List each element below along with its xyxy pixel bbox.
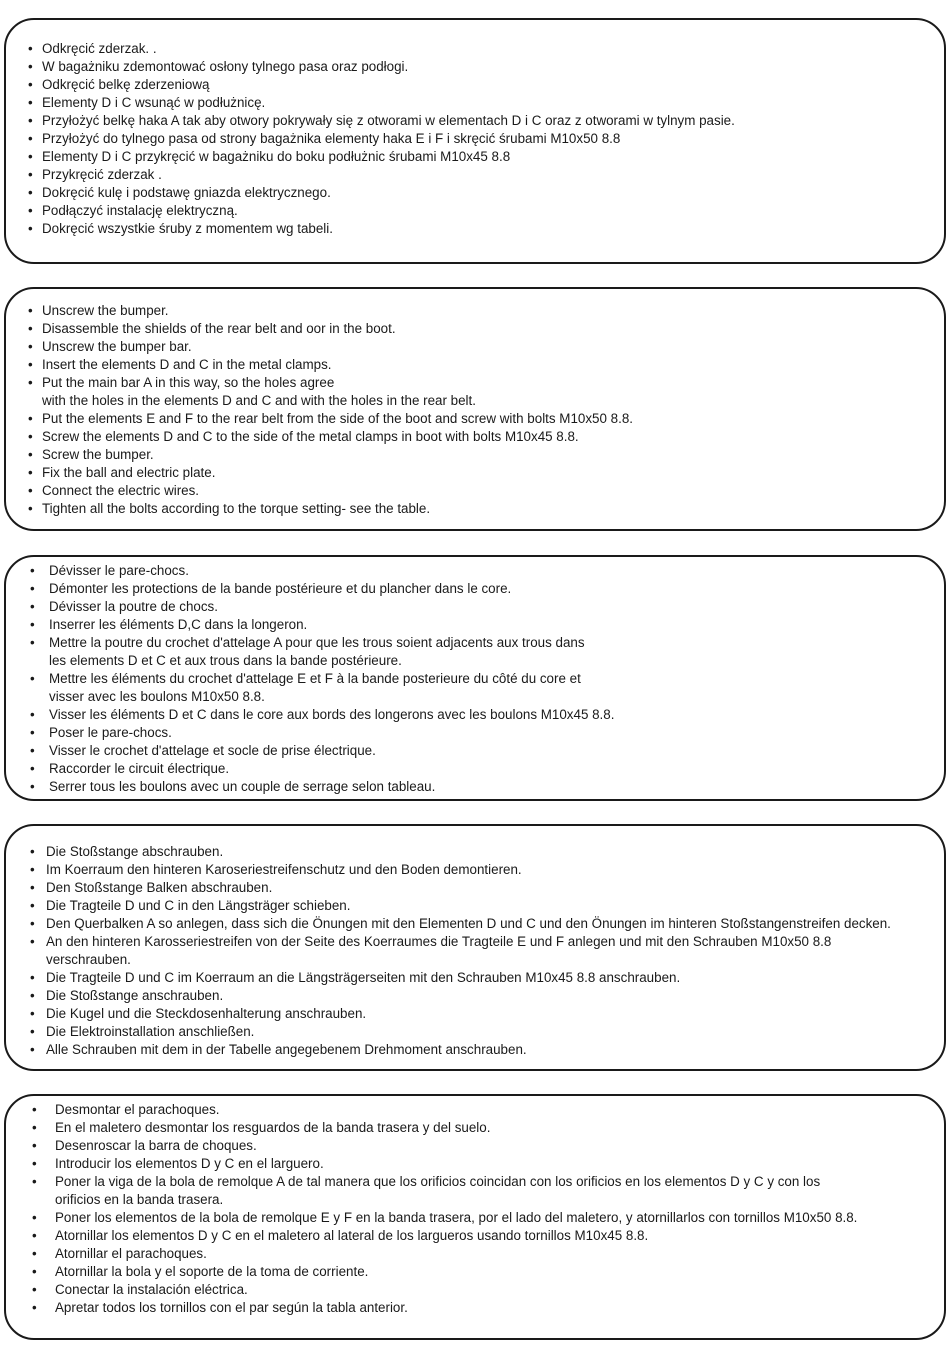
list-item: • Przykręcić zderzak . [28,167,162,182]
list-item: • Odkręcić zderzak. . [28,41,157,56]
bullet-icon: • [30,898,35,913]
list-item: • Die Stoßstange anschrauben. [30,988,224,1003]
bullet-icon: • [32,1156,37,1171]
list-item: • Screw the elements D and C to the side of the metal clamps in boot with bolts M10x45 8.8. [28,429,579,444]
list-item: • Put the elements E and F to the rear belt from the side of the boot and screw with bolts M10x50 8.8. [28,411,633,426]
list-item: • Screw the bumper. [28,447,154,462]
list-item: • Fix the ball and electric plate. [28,465,216,480]
list-item: • Tighten all the bolts according to the torque setting- see the table. [28,501,431,516]
list-item: • Die Stoßstange abschrauben. [30,844,224,859]
bullet-icon: • [30,916,35,931]
list-item: • Poner los elementos de la bola de remolque E y F en la banda trasera, por el lado del maletero, y atornillarlos con tornillos M10x50 8.8. [32,1210,858,1225]
bullet-icon: • [30,617,35,632]
bullet-icon: • [28,357,33,372]
bullet-icon: • [30,880,35,895]
list-item: • Przyłożyć do tylnego pasa od strony bagażnika elementy haka E i F i skręcić śrubami M10x50 8.8 [28,131,621,146]
bullet-icon: • [30,988,35,1003]
instruction-list [6,843,944,1059]
bullet-icon: • [32,1174,37,1189]
list-item: • Visser les éléments D et C dans le core aux bords des longerons avec les boulons M10x45 8.8. [30,707,615,722]
bullet-icon: • [32,1210,37,1225]
list-item: • Desenroscar la barra de choques. [32,1138,257,1153]
instruction-list [6,562,944,796]
bullet-icon: • [28,429,33,444]
bullet-icon: • [32,1138,37,1153]
bullet-icon: • [30,1042,35,1057]
bullet-icon: • [28,483,33,498]
bullet-icon: • [28,167,33,182]
instruction-list [6,302,944,518]
list-item: • Elementy D i C przykręcić w bagażniku do boku podłużnic śrubami M10x45 8.8 [28,149,511,164]
bullet-icon: • [28,113,33,128]
list-item: • Dokręcić wszystkie śruby z momentem wg tabeli. [28,221,333,236]
list-item: • Przyłożyć belkę haka A tak aby otwory pokrywały się z otworami w elementach D i C oraz z otworami w tylnym pasie. [28,113,735,128]
bullet-icon: • [30,635,35,650]
bullet-icon: • [32,1102,37,1117]
list-item: • Die Tragteile D und C in den Längsträger schieben. [30,898,351,913]
list-item: • Démonter les protections de la bande postérieure et du plancher dans le core. [30,581,512,596]
instructions-box-german [4,824,946,1071]
bullet-icon: • [28,465,33,480]
bullet-icon: • [32,1282,37,1297]
list-item: • Visser le crochet d'attelage et socle de prise électrique. [30,743,376,758]
list-item: • Poner la viga de la bola de remolque A de tal manera que los orificios coincidan con los orificios en los elementos D y C y con los orificios en la banda trasera. [32,1174,821,1207]
bullet-icon: • [28,221,33,236]
list-item: • Desmontar el parachoques. [32,1102,220,1117]
list-item: • Atornillar los elementos D y C en el maletero al lateral de los largueros usando tornillos M10x45 8.8. [32,1228,649,1243]
list-item: • Atornillar el parachoques. [32,1246,207,1261]
instructions-box-english [4,287,946,531]
list-item: • Dokręcić kulę i podstawę gniazda elektrycznego. [28,185,331,200]
bullet-icon: • [30,707,35,722]
bullet-icon: • [28,203,33,218]
bullet-icon: • [28,375,33,390]
bullet-icon: • [28,95,33,110]
list-item: • Dévisser la poutre de chocs. [30,599,218,614]
list-item: • Unscrew the bumper bar. [28,339,192,354]
list-item: • Alle Schrauben mit dem in der Tabelle angegebenem Drehmoment anschrauben. [30,1042,527,1057]
bullet-icon: • [30,581,35,596]
list-item: • Insert the elements D and C in the metal clamps. [28,357,332,372]
list-item: • Serrer tous les boulons avec un couple de serrage selon tableau. [30,779,436,794]
bullet-icon: • [30,599,35,614]
bullet-icon: • [30,563,35,578]
list-item: • Atornillar la bola y el soporte de la toma de corriente. [32,1264,369,1279]
list-item: • Elementy D i C wsunąć w podłużnicę. [28,95,266,110]
list-item: • Die Elektroinstallation anschließen. [30,1024,255,1039]
list-item: • En el maletero desmontar los resguardos de la banda trasera y del suelo. [32,1120,491,1135]
bullet-icon: • [28,447,33,462]
bullet-icon: • [30,761,35,776]
list-item: • Raccorder le circuit électrique. [30,761,230,776]
instructions-box-french [4,555,946,801]
instructions-box-spanish [4,1094,946,1340]
bullet-icon: • [28,339,33,354]
instruction-list [6,1101,944,1317]
list-item: • Dévisser le pare-chocs. [30,563,189,578]
list-item: • Unscrew the bumper. [28,303,169,318]
bullet-icon: • [32,1300,37,1315]
list-item: • Inserrer les éléments D,C dans la longeron. [30,617,308,632]
bullet-icon: • [30,970,35,985]
bullet-icon: • [28,321,33,336]
list-item: • Conectar la instalación eléctrica. [32,1282,248,1297]
list-item: • Den Querbalken A so anlegen, dass sich die Önungen mit den Elementen D und C und den Önungen im hinteren Stoßstangenstreifen decken. [30,916,891,931]
list-item: • Connect the electric wires. [28,483,200,498]
list-item: • Die Kugel und die Steckdosenhalterung anschrauben. [30,1006,367,1021]
list-item: • An den hinteren Karosseriestreifen von der Seite des Koerraumes die Tragteile E und F anlegen und mit den Schrauben M10x50 8.8 verschrauben. [30,934,832,967]
list-item: • Podłączyć instalację elektryczną. [28,203,238,218]
bullet-icon: • [30,1006,35,1021]
bullet-icon: • [28,185,33,200]
bullet-icon: • [30,779,35,794]
bullet-icon: • [28,501,33,516]
bullet-icon: • [28,411,33,426]
bullet-icon: • [28,149,33,164]
list-item: • Mettre les éléments du crochet d'attelage E et F à la bande posterieure du côté du core et visser avec les boulons M10x50 8.8. [30,671,581,704]
bullet-icon: • [30,934,35,949]
bullet-icon: • [30,743,35,758]
bullet-icon: • [32,1120,37,1135]
list-item: • Im Koerraum den hinteren Karoseriestreifenschutz und den Boden demontieren. [30,862,522,877]
list-item: • Mettre la poutre du crochet d'attelage A pour que les trous soient adjacents aux trous dans les elements D et C et aux trous dans la bande postérieure. [30,635,585,668]
bullet-icon: • [28,131,33,146]
instructions-box-polish [4,18,946,264]
bullet-icon: • [30,671,35,686]
bullet-icon: • [28,303,33,318]
bullet-icon: • [30,1024,35,1039]
list-item: • Introducir los elementos D y C en el larguero. [32,1156,324,1171]
list-item: • W bagażniku zdemontować osłony tylnego pasa oraz podłogi. [28,59,409,74]
list-item: • Disassemble the shields of the rear belt and oor in the boot. [28,321,396,336]
bullet-icon: • [32,1246,37,1261]
bullet-icon: • [28,77,33,92]
list-item: • Put the main bar A in this way, so the holes agree with the holes in the elements D and C and with the holes in the rear belt. [28,375,476,408]
list-item: • Poser le pare-chocs. [30,725,172,740]
bullet-icon: • [30,862,35,877]
list-item: • Apretar todos los tornillos con el par según la tabla anterior. [32,1300,408,1315]
bullet-icon: • [32,1228,37,1243]
list-item: • Die Tragteile D und C im Koerraum an die Längsträgerseiten mit den Schrauben M10x45 8.8 anschrauben. [30,970,681,985]
bullet-icon: • [30,725,35,740]
bullet-icon: • [28,41,33,56]
bullet-icon: • [30,844,35,859]
list-item: • Den Stoßstange Balken abschrauben. [30,880,273,895]
bullet-icon: • [28,59,33,74]
instruction-list [6,40,944,238]
list-item: • Odkręcić belkę zderzeniową [28,77,210,92]
bullet-icon: • [32,1264,37,1279]
